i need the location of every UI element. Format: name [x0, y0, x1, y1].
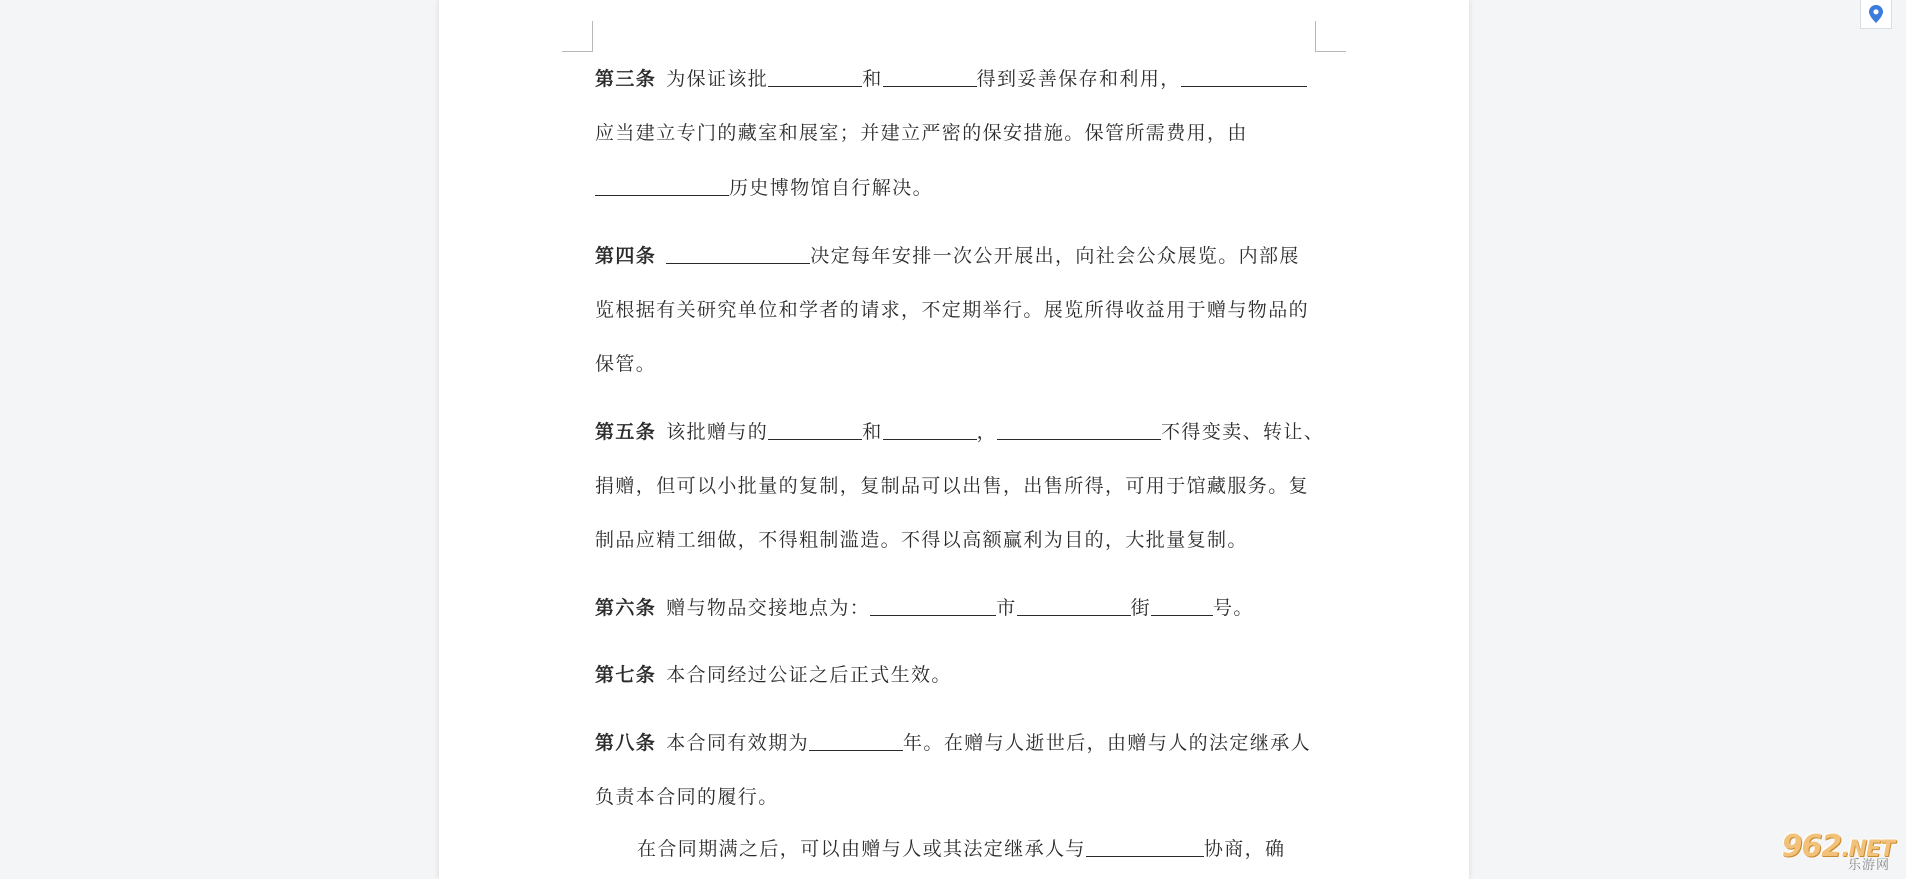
- fill-in-blank[interactable]: [595, 175, 729, 196]
- article-4-line-2: 览根据有关研究单位和学者的请求，不定期举行。展览所得收益用于赠与物品的: [595, 299, 1310, 321]
- article-3-line-2: 应当建立专门的藏室和展室；并建立严密的保安措施。保管所需费用，由: [595, 122, 1248, 144]
- fill-in-blank[interactable]: [768, 419, 862, 440]
- fill-in-blank[interactable]: [997, 419, 1161, 440]
- fill-in-blank[interactable]: [883, 419, 977, 440]
- article-heading: 第六条: [595, 597, 657, 619]
- watermark-main: 962.NET: [1781, 829, 1894, 864]
- article-5-line-1: 第五条 该批赠与的 和 ， 不得变卖、转让、: [595, 421, 1325, 443]
- fill-in-blank[interactable]: [870, 595, 996, 616]
- article-heading: 第五条: [595, 421, 657, 443]
- document-page: [439, 0, 1469, 879]
- fill-in-blank[interactable]: [883, 66, 977, 87]
- fill-in-blank[interactable]: [768, 66, 862, 87]
- fill-in-blank[interactable]: [666, 243, 810, 264]
- article-heading: 第八条: [595, 732, 657, 754]
- page-corner-mark-top-right: [1315, 21, 1346, 52]
- article-heading: 第四条: [595, 245, 657, 267]
- fill-in-blank[interactable]: [1181, 66, 1307, 87]
- article-3-line-3: 历史博物馆自行解决。: [595, 175, 1315, 201]
- fill-in-blank[interactable]: [809, 730, 903, 751]
- fill-in-blank[interactable]: [1017, 595, 1131, 616]
- article-5-line-3: 制品应精工细做，不得粗制滥造。不得以高额赢利为目的，大批量复制。: [595, 529, 1248, 551]
- location-pin-icon-graphic: [1869, 5, 1883, 23]
- article-heading: 第三条: [595, 68, 657, 90]
- article-5-line-2: 捐赠，但可以小批量的复制，复制品可以出售，出售所得，可用于馆藏服务。复: [595, 475, 1310, 497]
- fill-in-blank[interactable]: [1086, 836, 1204, 857]
- article-3-line-1: 第三条 为保证该批 和 得到妥善保存和利用，: [595, 66, 1315, 92]
- article-4-line-1: 第四条 决定每年安排一次公开展出，向社会公众展览。内部展: [595, 245, 1300, 267]
- article-4-line-3: 保管。: [595, 353, 657, 375]
- article-heading: 第七条: [595, 664, 657, 686]
- location-pin-icon[interactable]: [1860, 0, 1892, 29]
- page-corner-mark-top-left: [562, 21, 593, 52]
- fill-in-blank[interactable]: [1151, 595, 1213, 616]
- article-8-line-1: 第八条 本合同有效期为 年。在赠与人逝世后，由赠与人的法定继承人: [595, 732, 1312, 754]
- article-6-line-1: 第六条 赠与物品交接地点为： 市 街 号。: [595, 597, 1254, 619]
- article-7-line-1: 第七条 本合同经过公证之后正式生效。: [595, 664, 952, 686]
- paragraph-after-line-1: 在合同期满之后，可以由赠与人或其法定继承人与 协商，确: [637, 838, 1286, 860]
- watermark-logo: [1772, 829, 1900, 873]
- article-8-line-2: 负责本合同的履行。: [595, 786, 779, 808]
- watermark-sub: 乐游网: [1847, 858, 1890, 873]
